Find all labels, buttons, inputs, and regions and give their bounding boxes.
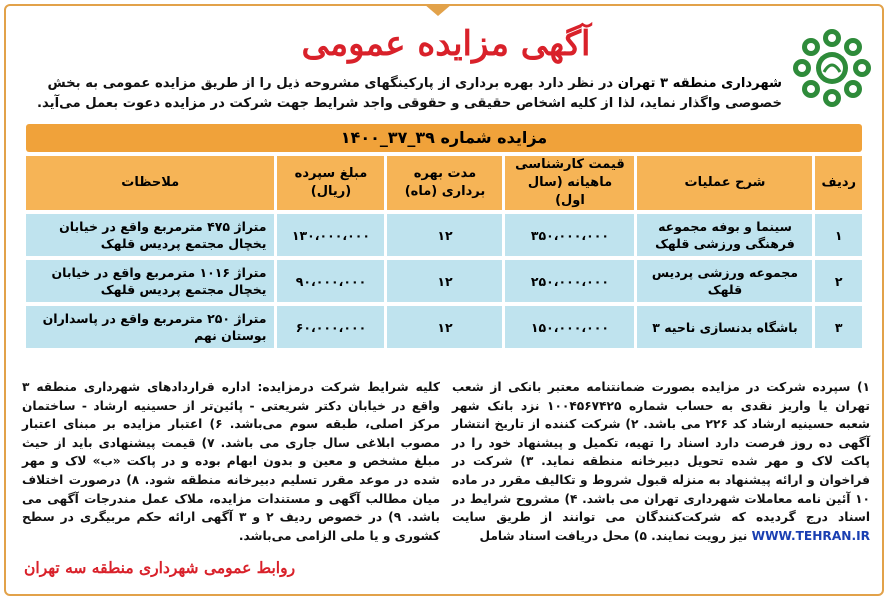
advert-title: آگهی مزایده عمومی [301,24,591,64]
conditions-column-right [452,378,870,545]
cell-duration: ۱۲ [384,260,502,302]
header-row-no: ردیف [812,156,862,210]
site-url-link[interactable]: WWW.TEHRAN.IR [751,528,870,543]
header-price: قیمت کارشناسی ماهیانه (سال اول) [502,156,634,210]
header-duration: مدت بهره برداری (ماه) [384,156,502,210]
cell-description: باشگاه بدنسازی ناحیه ۳ [634,306,812,348]
header-description: شرح عملیات [634,156,812,210]
cell-price: ۲۵۰،۰۰۰،۰۰۰ [502,260,634,302]
table-row [26,306,862,348]
conditions-column-left [22,378,440,545]
frame-notch [424,4,452,16]
advert-frame [4,4,884,596]
organization-name: شهرداری منطقه ۳ تهران [617,76,782,91]
auction-table [26,152,862,352]
header-notes: ملاحظات [26,156,274,210]
cell-row-no: ۱ [812,214,862,256]
table-row [26,260,862,302]
auction-number: مزایده شماره ۳۹_۳۷_۱۴۰۰ [26,124,862,152]
intro-paragraph [18,74,782,114]
cell-notes: متراژ ۱۰۱۶ مترمربع واقع در خیابان یخچال مجتمع پردیس قلهک [26,260,274,302]
cell-duration: ۱۲ [384,306,502,348]
cell-notes: متراژ ۴۷۵ مترمربع واقع در خیابان یخچال مجتمع پردیس قلهک [26,214,274,256]
cell-description: مجموعه ورزشی پردیس قلهک [634,260,812,302]
cell-duration: ۱۲ [384,214,502,256]
cell-price: ۱۵۰،۰۰۰،۰۰۰ [502,306,634,348]
header-deposit: مبلغ سپرده (ریال) [274,156,384,210]
auction-table-wrapper [26,124,862,352]
table-header-row [26,156,862,210]
cell-price: ۳۵۰،۰۰۰،۰۰۰ [502,214,634,256]
cell-notes: متراژ ۲۵۰ مترمربع واقع در پاسداران بوستان نهم [26,306,274,348]
table-row [26,214,862,256]
cell-description: سینما و بوفه مجموعه فرهنگی ورزشی قلهک [634,214,812,256]
cell-deposit: ۶۰،۰۰۰،۰۰۰ [274,306,384,348]
cell-deposit: ۱۳۰،۰۰۰،۰۰۰ [274,214,384,256]
conditions-right-tail: نیز رویت نمایند. ۵) محل دریافت اسناد شامل [479,528,752,543]
tehran-municipality-logo-icon [792,28,872,108]
cell-row-no: ۳ [812,306,862,348]
cell-row-no: ۲ [812,260,862,302]
cell-deposit: ۹۰،۰۰۰،۰۰۰ [274,260,384,302]
intro-text: در نظر دارد بهره برداری از پارکینگهای مشروحه ذیل را از طریق مزایده عمومی به بخش خصوصی واگذار نماید، لذا از کلیه اشخاص حقیقی و حقوقی واجد شرایط جهت شرکت در مزایده دعوت بعمل می‌آید. [37,76,782,111]
conditions-right-text: ۱) سپرده شرکت در مزایده بصورت ضمانتنامه معتبر بانکی از شعب تهران یا واریز نقدی به حساب شماره ۱۰۰۴۵۶۷۴۲۵ نزد بانک شهر شعبه حسینیه ارشاد کد ۲۲۶ می باشد. ۲) شرکت کننده از تاریخ انتشار آگهی ده روز فرصت دارد اسناد را تهیه، تکمیل و پیشنهاد خود را در پاکت لاک و مهر شده تحویل دبیرخانه منطقه نماید. ۳) شرکت در فراخوان و ارائه پیشنهاد به منزله قبول شروط و تکالیف مقرر در ماده ۱۰ آئین نامه معاملات شهرداری تهران می باشد. ۴) مشروح شرایط در اسناد درج گردیده که شرکت‌کنندگان می توانند از طریق سایت [452,380,870,525]
conditions-left-text: کلیه شرایط شرکت درمزایده: اداره قراردادهای شهرداری منطقه ۳ واقع در خیابان دکتر شریعتی - پائین‌تر از حسینیه ارشاد - ساختمان مرکز اصلی، طبقه سوم می‌باشد. ۶) اعتبار مزایده بر مبنای اعتبار مصوب ابلاغی سال جاری می باشد. ۷) قیمت پیشنهادی باید از حیث مبلغ مشخص و معین و بدون ابهام بوده و در پاکت «ب» لاک و مهر شده در موعد مقرر تسلیم دبیرخانه منطقه شود. ۸) درصورت اختلاف میان مطالب آگهی و مستندات مزایده، ملاک عمل مندرجات آگهی می باشد. ۹) در خصوص ردیف ۲ و ۳ آگهی ارائه حکم مربیگری در سطح کشوری و یا ملی الزامی می‌باشد. [22,380,441,543]
public-relations-signature: روابط عمومی شهرداری منطقه سه تهران [24,558,296,577]
